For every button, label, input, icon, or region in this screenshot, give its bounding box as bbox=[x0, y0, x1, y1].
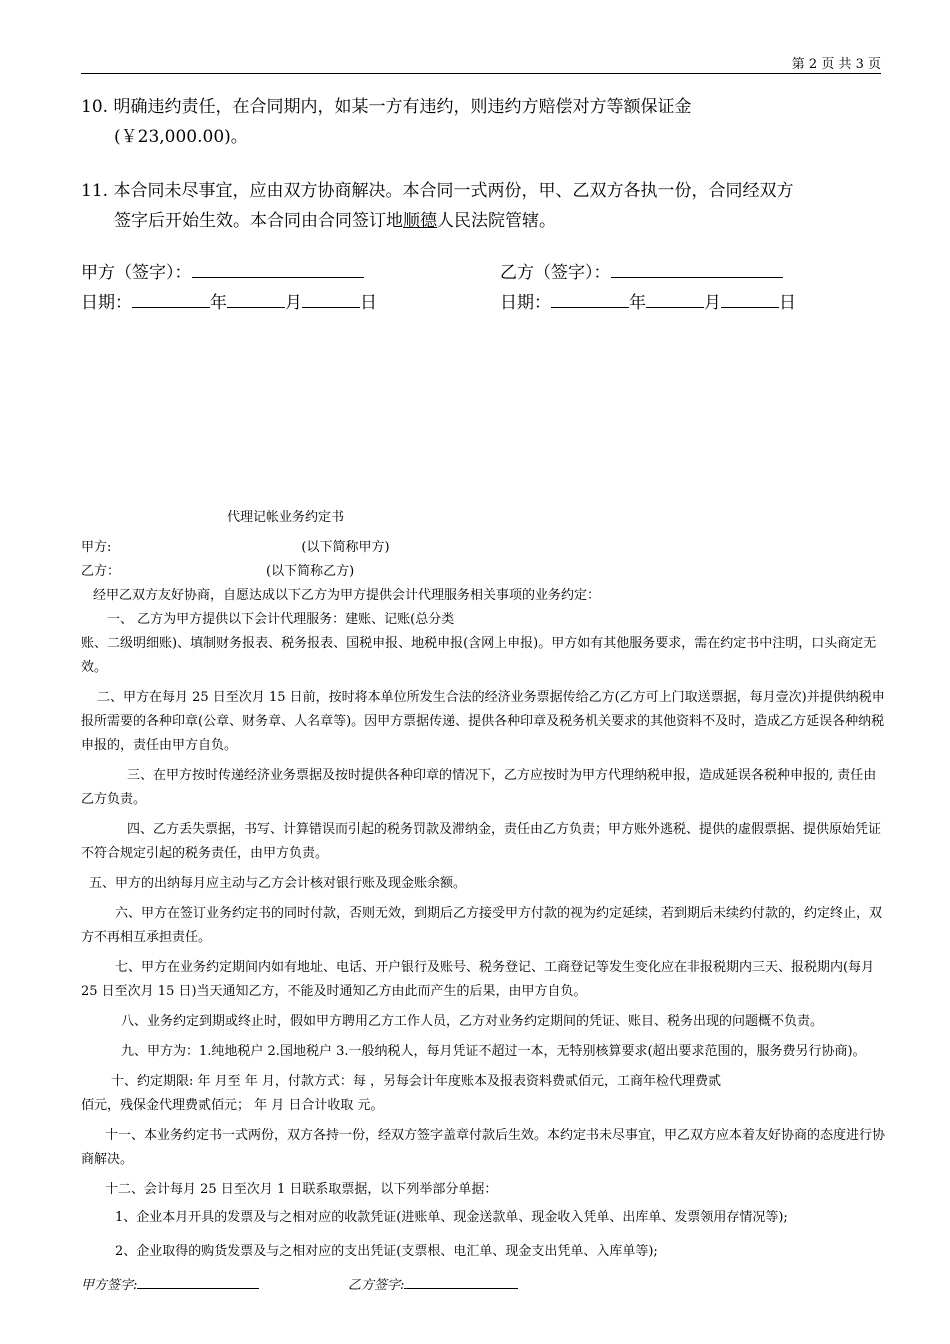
year-label: 年 bbox=[629, 293, 646, 313]
court-place: 顺德 bbox=[403, 211, 437, 231]
clause-10-line-1: 十、约定期限: 年 月至 年 月，付款方式：每 ，另每会计年度账本及报表资料费贰佰元，工商年检代理费贰 bbox=[111, 1074, 722, 1089]
term-10 bbox=[81, 92, 886, 152]
page-header bbox=[81, 51, 881, 74]
year-blank[interactable] bbox=[132, 289, 210, 308]
clause-11: 十一、本业务约定书一式两份，双方各持一份，经双方签字盖章付款后生效。本约定书未尽事宜，甲乙双方应本着友好协商的态度进行协商解决。 bbox=[81, 1128, 886, 1167]
term-11-line-2 bbox=[81, 206, 886, 236]
party-a-line bbox=[81, 536, 887, 560]
agreement-title: 代理记帐业务约定书 bbox=[227, 510, 345, 525]
month-blank[interactable] bbox=[227, 289, 285, 308]
clause-2: 二、甲方在每月 25 日至次月 15 日前，按时将本单位所发生合法的经济业务票据传给乙方(乙方可上门取送票据，每月壹次)并提供纳税申报所需要的各种印章(公章、财务章、人名章等)。因甲方票据传递、提供各种印章及税务机关要求的其他资料不及时，造成乙方延误各种纳税申报的，责任由甲方自负。 bbox=[81, 690, 885, 753]
clause-1-line-1: 一、 乙方为甲方提供以下会计代理服务：建账、记账(总分类 bbox=[107, 612, 455, 627]
footer-party-a-blank[interactable] bbox=[137, 1274, 259, 1289]
footer-party-b-sign bbox=[348, 1274, 518, 1293]
clause-12-item-2: 2、企业取得的购货发票及与之相对应的支出凭证(支票根、电汇单、现金支出凭单、入库单等); bbox=[115, 1244, 658, 1259]
term-11 bbox=[81, 176, 886, 236]
clause-1-line-2: 账、二级明细账)、填制财务报表、税务报表、国税申报、地税申报(含网上申报)。甲方如有其他服务要求，需在约定书中注明，口头商定无效。 bbox=[81, 636, 877, 675]
page-number: 第 2 页 共 3 页 bbox=[791, 57, 881, 72]
term-10-line-1: 10. 明确违约责任，在合同期内，如某一方有违约，则违约方赔偿对方等额保证金 bbox=[81, 97, 692, 117]
clause-8: 八、业务约定到期或终止时，假如甲方聘用乙方工作人员，乙方对业务约定期间的凭证、账目、税务出现的问题概不负责。 bbox=[121, 1014, 824, 1029]
party-a-label: 甲方（签字）： bbox=[81, 263, 192, 283]
term-11-line-2a: 签字后开始生效。本合同由合同签订地 bbox=[114, 211, 403, 231]
term-11-line-1: 11. 本合同未尽事宜，应由双方协商解决。本合同一式两份，甲、乙双方各执一份，合同经双方 bbox=[81, 181, 794, 201]
party-b-note: (以下简称乙方) bbox=[266, 564, 355, 579]
month-label: 月 bbox=[704, 293, 721, 313]
footer-party-b-blank[interactable] bbox=[404, 1274, 518, 1289]
party-a-date-row bbox=[81, 288, 377, 318]
clause-10-line-2: 佰元，残保金代理费贰佰元； 年 月 日合计收取 元。 bbox=[81, 1098, 384, 1113]
year-blank[interactable] bbox=[551, 289, 629, 308]
party-b-line bbox=[81, 560, 887, 584]
year-label: 年 bbox=[210, 293, 227, 313]
party-a-name: 甲方: bbox=[81, 540, 112, 555]
day-blank[interactable] bbox=[302, 289, 360, 308]
clause-4: 四、乙方丢失票据，书写、计算错误而引起的税务罚款及滞纳金，责任由乙方负责；甲方账外逃税、提供的虚假票据、提供原始凭证不符合规定引起的税务责任，由甲方负责。 bbox=[81, 822, 882, 861]
party-b-name: 乙方： bbox=[81, 564, 121, 579]
clause-5: 五、甲方的出纳每月应主动与乙方会计核对银行账及现金账余额。 bbox=[89, 876, 467, 891]
clause-9: 九、甲方为：1.纯地税户 2.国地税户 3.一般纳税人，每月凭证不超过一本，无特别核算要求(超出要求范围的，服务费另行协商)。 bbox=[121, 1044, 866, 1059]
party-b-date-row bbox=[500, 288, 796, 318]
party-a-signature-row bbox=[81, 258, 364, 288]
intro: 经甲乙双方友好协商，自愿达成以下乙方为甲方提供会计代理服务相关事项的业务约定： bbox=[93, 588, 601, 603]
clause-7: 七、甲方在业务约定期间内如有地址、电话、开户银行及账号、税务登记、工商登记等发生变化应在非报税期内三天、报税期内(每月 25 日至次月 15 日)当天通知乙方，不能及时通知乙方由此而产生的后果，由甲方自负。 bbox=[81, 960, 875, 999]
term-10-line-2: (￥23,000.00)。 bbox=[114, 127, 248, 147]
footer-party-b-label: 乙方签字: bbox=[348, 1278, 405, 1293]
clause-3: 三、在甲方按时传递经济业务票据及按时提供各种印章的情况下，乙方应按时为甲方代理纳税申报，造成延误各税种申报的, 责任由乙方负责。 bbox=[81, 768, 877, 807]
day-label: 日 bbox=[360, 293, 377, 313]
month-label: 月 bbox=[285, 293, 302, 313]
party-b-sign-blank[interactable] bbox=[611, 259, 783, 278]
party-b-label: 乙方（签字）： bbox=[500, 263, 611, 283]
footer-party-a-sign bbox=[81, 1274, 259, 1293]
party-a-note: (以下简称甲方) bbox=[301, 540, 390, 555]
date-label: 日期： bbox=[81, 293, 132, 313]
term-11-line-2b: 人民法院管辖。 bbox=[437, 211, 556, 231]
agreement-body bbox=[81, 536, 887, 1264]
party-b-signature-row bbox=[500, 258, 783, 288]
clause-12-item-1: 1、企业本月开具的发票及与之相对应的收款凭证(进账单、现金送款单、现金收入凭单、出库单、发票领用存情况等); bbox=[115, 1210, 788, 1225]
clause-12: 十二、会计每月 25 日至次月 1 日联系取票据，以下列举部分单据： bbox=[105, 1182, 498, 1197]
clause-6: 六、甲方在签订业务约定书的同时付款，否则无效，到期后乙方接受甲方付款的视为约定延续，若到期后未续约付款的，约定终止，双方不再相互承担责任。 bbox=[81, 906, 883, 945]
day-label: 日 bbox=[779, 293, 796, 313]
footer-party-a-label: 甲方签字: bbox=[81, 1278, 138, 1293]
day-blank[interactable] bbox=[721, 289, 779, 308]
party-a-sign-blank[interactable] bbox=[192, 259, 364, 278]
date-label: 日期： bbox=[500, 293, 551, 313]
month-blank[interactable] bbox=[646, 289, 704, 308]
